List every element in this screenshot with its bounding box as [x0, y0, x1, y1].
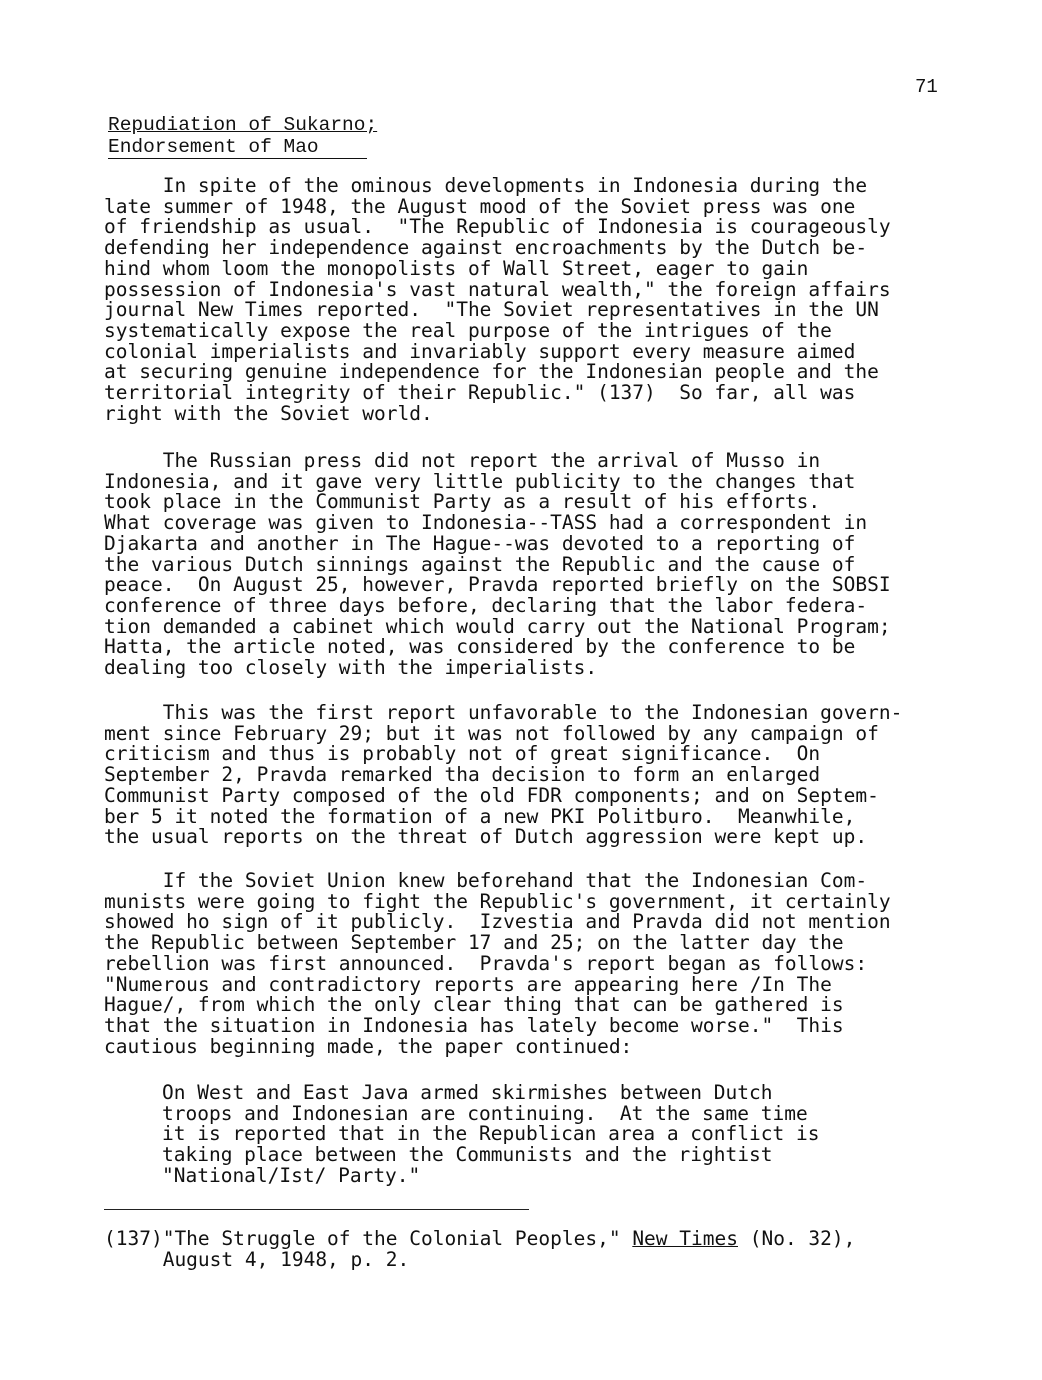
heading-line-1: Repudiation of Sukarno; [108, 114, 378, 136]
text-line: Indonesia, and it gave very little publicity to the changes that [104, 469, 856, 493]
text-line: Hague/, from which the only clear thing that can be gathered is [104, 993, 844, 1017]
footnote-line-2: August 4, 1948, p. 2. [104, 1247, 410, 1271]
paragraph-1 [104, 176, 974, 424]
text-line: ber 5 it noted the formation of a new PKI Politburo. Meanwhile, [104, 804, 856, 828]
text-line: tion demanded a cabinet which would carry out the National Program; [104, 614, 891, 638]
text-line: The Russian press did not report the arrival of Musso in [104, 449, 821, 472]
text-line: took place in the Communist Party as a result of his efforts. [104, 490, 821, 514]
text-line: at securing genuine independence for the Indonesian people and the [104, 360, 879, 384]
text-line: Communist Party composed of the old FDR components; and on Septem- [104, 783, 879, 807]
footnote [104, 1229, 974, 1270]
text-line: cautious beginning made, the paper continued: [104, 1034, 633, 1058]
text-line: that the situation in Indonesia has lately become worse." This [104, 1013, 844, 1037]
text-line: late summer of 1948, the August mood of the Soviet press was one [104, 194, 856, 218]
paragraph-3 [104, 703, 974, 848]
paragraph-4 [104, 871, 974, 1057]
text-line: ment since February 29; but it was not followed by any campaign of [104, 721, 879, 745]
page-number: 71 [915, 76, 938, 98]
heading-line-2: Endorsement of Mao [108, 136, 367, 159]
text-line: conference of three days before, declaring that the labor federa- [104, 593, 868, 617]
text-line: the various Dutch sinnings against the Republic and the cause of [104, 552, 856, 576]
footnote-line-1 [104, 1229, 974, 1250]
footnote-divider [104, 1209, 529, 1210]
quote-line: "National/Ist/ Party." [162, 1163, 421, 1187]
paragraph-2 [104, 451, 974, 679]
quote-line: On West and East Java armed skirmishes between Dutch [162, 1081, 773, 1104]
text-line: possession of Indonesia's vast natural wealth," the foreign affairs [104, 277, 891, 301]
text-line: peace. On August 25, however, Pravda reported briefly on the SOBSI [104, 573, 891, 597]
text-line: showed ho sign of it publicly. Izvestia and Pravda did not mention [104, 910, 891, 934]
text-line: September 2, Pravda remarked tha decision to form an enlarged [104, 763, 821, 787]
text-line: "Numerous and contradictory reports are appearing here /In The [104, 972, 832, 996]
text-line: Hatta, the article noted, was considered by the conference to be [104, 635, 856, 659]
block-quote [162, 1083, 1032, 1187]
text-line: of friendship as usual. "The Republic of Indonesia is courageously [104, 215, 891, 239]
text-line: right with the Soviet world. [104, 401, 433, 425]
text-line: What coverage was given to Indonesia--TASS had a correspondent in [104, 511, 868, 535]
text-line: systematically expose the real purpose of the intrigues of the [104, 318, 832, 342]
text-line: hind whom loom the monopolists of Wall Street, eager to gain [104, 256, 809, 280]
footnote-journal-title: New Times [632, 1227, 738, 1250]
quote-line: it is reported that in the Republican area a conflict is [162, 1122, 820, 1146]
text-line: territorial integrity of their Republic." (137) So far, all was [104, 381, 856, 405]
section-heading [108, 114, 377, 159]
text-line: journal New Times reported. "The Soviet representatives in the UN [104, 298, 879, 322]
text-line: defending her independence against encroachments by the Dutch be- [104, 236, 868, 260]
text-line: the usual reports on the threat of Dutch aggression were kept up. [104, 825, 868, 849]
quote-line: troops and Indonesian are continuing. At the same time [162, 1101, 808, 1125]
text-line: rebellion was first announced. Pravda's report began as follows: [104, 951, 868, 975]
text-line: If the Soviet Union knew beforehand that the Indonesian Com- [104, 869, 868, 892]
text-line: criticism and thus is probably not of great significance. On [104, 742, 821, 766]
text-line: munists were going to fight the Republic's government, it certainly [104, 889, 891, 913]
footnote-suffix: (No. 32), [737, 1227, 856, 1250]
text-line: the Republic between September 17 and 25; on the latter day the [104, 931, 844, 955]
footnote-prefix: (137)"The Struggle of the Colonial Peoples," [104, 1227, 633, 1250]
text-line: In spite of the ominous developments in Indonesia during the [104, 174, 868, 197]
text-line: colonial imperialists and invariably support every measure aimed [104, 339, 856, 363]
text-line: Djakarta and another in The Hague--was devoted to a reporting of [104, 531, 856, 555]
quote-line: taking place between the Communists and the rightist [162, 1143, 773, 1167]
text-line: dealing too closely with the imperialists. [104, 656, 598, 680]
text-line: This was the first report unfavorable to the Indonesian govern- [104, 701, 903, 724]
